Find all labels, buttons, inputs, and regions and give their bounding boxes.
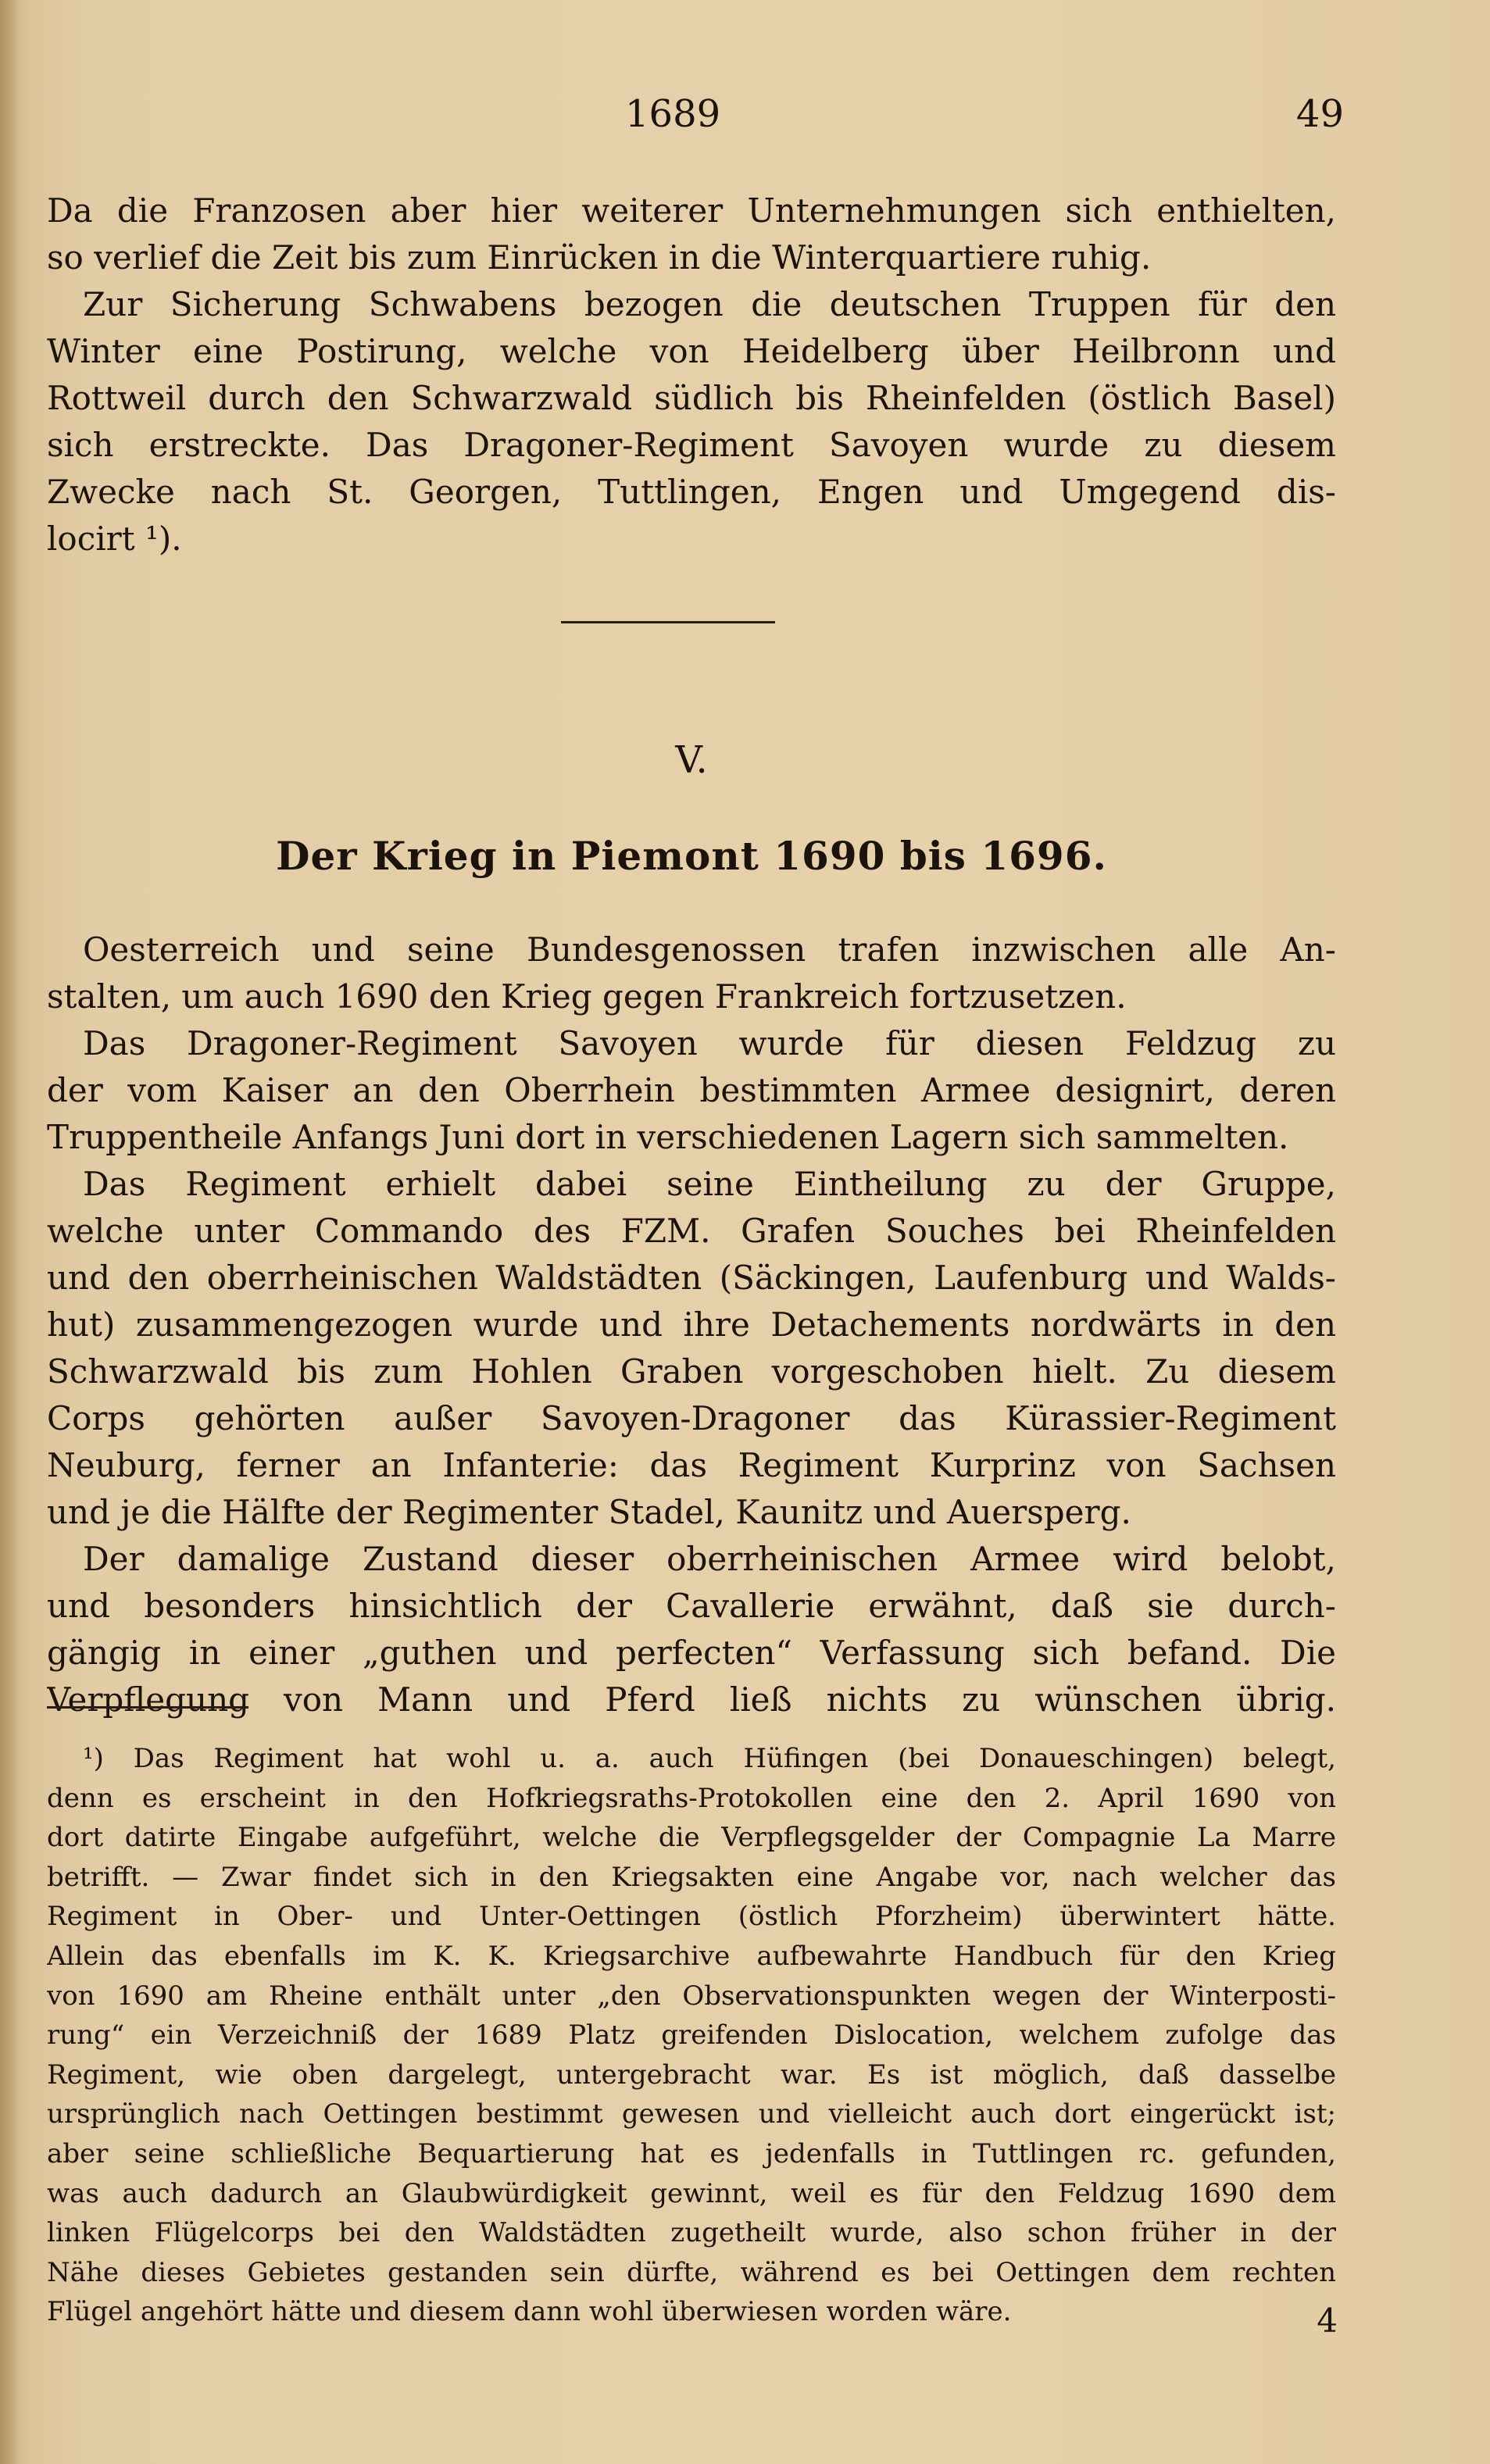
footnote-line: Allein das ebenfalls im K. K. Kriegsarchive aufbewahrte Handbuch für den Krieg bbox=[47, 1940, 1336, 1972]
text-line: und besonders hinsichtlich der Cavallerie erwähnt, daß sie durch- bbox=[47, 1587, 1336, 1625]
text-line: Das Regiment erhielt dabei seine Eintheilung zu der Gruppe, bbox=[83, 1165, 1336, 1203]
text-line: welche unter Commando des FZM. Grafen Souches bei Rheinfelden bbox=[47, 1212, 1336, 1250]
footnote-line: ¹) Das Regiment hat wohl u. a. auch Hüfingen (bei Donaueschingen) belegt, bbox=[83, 1743, 1336, 1774]
footnote-line: linken Flügelcorps bei den Waldstädten zugetheilt wurde, also schon früher in der bbox=[47, 2217, 1336, 2249]
text-line: sich erstreckte. Das Dragoner-Regiment Savoyen wurde zu diesem bbox=[47, 426, 1336, 464]
text-line: Der damalige Zustand dieser oberrheinischen Armee wird belobt, bbox=[83, 1540, 1336, 1578]
page-edge-shadow bbox=[0, 0, 19, 2464]
text-line: Oesterreich und seine Bundesgenossen trafen inzwischen alle An- bbox=[83, 930, 1336, 969]
text-line: hut) zusammengezogen wurde und ihre Detachements nordwärts in den bbox=[47, 1305, 1336, 1344]
text-line: Neuburg, ferner an Infanterie: das Regiment Kurprinz von Sachsen bbox=[47, 1446, 1336, 1484]
text-line: stalten, um auch 1690 den Krieg gegen Frankreich fortzusetzen. bbox=[47, 977, 1127, 1016]
section-number: V. bbox=[675, 738, 708, 782]
footnote-line: ursprünglich nach Oettingen bestimmt gewesen und vielleicht auch dort eingerückt ist; bbox=[47, 2098, 1336, 2130]
footnote-line: Regiment, wie oben dargelegt, untergebracht war. Es ist möglich, daß dasselbe bbox=[47, 2059, 1336, 2091]
text-line: gängig in einer „guthen und perfecten“ Verfassung sich befand. Die bbox=[47, 1634, 1336, 1672]
text-line: Zwecke nach St. Georgen, Tuttlingen, Engen und Umgegend dis- bbox=[47, 473, 1336, 511]
text-line: so verlief die Zeit bis zum Einrücken in die Winterquartiere ruhig. bbox=[47, 238, 1152, 277]
text-line: und je die Hälfte der Regimenter Stadel, Kaunitz und Auersperg. bbox=[47, 1493, 1131, 1531]
footnote-line: Flügel angehört hätte und diesem dann wohl überwiesen worden wäre. bbox=[47, 2296, 1012, 2328]
text-line: Truppentheile Anfangs Juni dort in verschiedenen Lagern sich sammelten. bbox=[47, 1118, 1289, 1156]
footnote-line: betrifft. — Zwar findet sich in den Kriegsakten eine Angabe vor, nach welcher das bbox=[47, 1861, 1336, 1893]
footnote-line: Regiment in Ober- und Unter-Oettingen (östlich Pforzheim) überwintert hätte. bbox=[47, 1901, 1336, 1933]
text-line: Zur Sicherung Schwabens bezogen die deutschen Truppen für den bbox=[83, 285, 1336, 323]
footnote bbox=[47, 1739, 1336, 2332]
footnote-line: von 1690 am Rheine enthält unter „den Observationspunkten wegen der Winterposti- bbox=[47, 1980, 1336, 2012]
footnote-line: denn es erscheint in den Hofkriegsraths-Protokollen eine den 2. April 1690 von bbox=[47, 1782, 1336, 1814]
footnote-line: aber seine schließliche Bequartierung hat es jedenfalls in Tuttlingen rc. gefunden, bbox=[47, 2137, 1336, 2169]
signature-mark: 4 bbox=[1317, 2302, 1338, 2340]
text-line: Corps gehörten außer Savoyen-Dragoner das Kürassier-Regiment bbox=[47, 1399, 1336, 1437]
footnote-line: was auch dadurch an Glaubwürdigkeit gewinnt, weil es für den Feldzug 1690 dem bbox=[47, 2177, 1336, 2209]
text-line: und den oberrheinischen Waldstädten (Säckingen, Laufenburg und Walds- bbox=[47, 1259, 1336, 1297]
text-line: Winter eine Postirung, welche von Heidelberg über Heilbronn und bbox=[47, 332, 1336, 370]
footnote-rule bbox=[47, 1706, 248, 1709]
footnote-line: rung“ ein Verzeichniß der 1689 Platz greifenden Dislocation, welchem zufolge das bbox=[47, 2019, 1336, 2052]
text-line: Verpflegung von Mann und Pferd ließ nichts zu wünschen übrig. bbox=[47, 1680, 1336, 1719]
text-line: der vom Kaiser an den Oberrhein bestimmten Armee designirt, deren bbox=[47, 1071, 1336, 1109]
text-line: Das Dragoner-Regiment Savoyen wurde für diesen Feldzug zu bbox=[83, 1024, 1336, 1062]
section-divider bbox=[561, 621, 775, 623]
body-text-main bbox=[47, 927, 1336, 1723]
page-number: 49 bbox=[1295, 92, 1344, 136]
chapter-title: Der Krieg in Piemont 1690 bis 1696. bbox=[276, 833, 1107, 879]
text-line: Da die Franzosen aber hier weiterer Unternehmungen sich enthielten, bbox=[47, 191, 1336, 230]
text-line: Schwarzwald bis zum Hohlen Graben vorgeschoben hielt. Zu diesem bbox=[47, 1352, 1336, 1391]
body-text-top bbox=[47, 187, 1336, 562]
text-line: locirt ¹). bbox=[47, 520, 182, 558]
header-year: 1689 bbox=[625, 92, 721, 136]
running-header bbox=[47, 92, 1344, 147]
footnote-line: Nähe dieses Gebietes gestanden sein dürfte, während es bei Oettingen dem rechten bbox=[47, 2256, 1336, 2288]
footnote-line: dort datirte Eingabe aufgeführt, welche die Verpflegsgelder der Compagnie La Marre bbox=[47, 1822, 1336, 1854]
text-line: Rottweil durch den Schwarzwald südlich bis Rheinfelden (östlich Basel) bbox=[47, 379, 1336, 417]
